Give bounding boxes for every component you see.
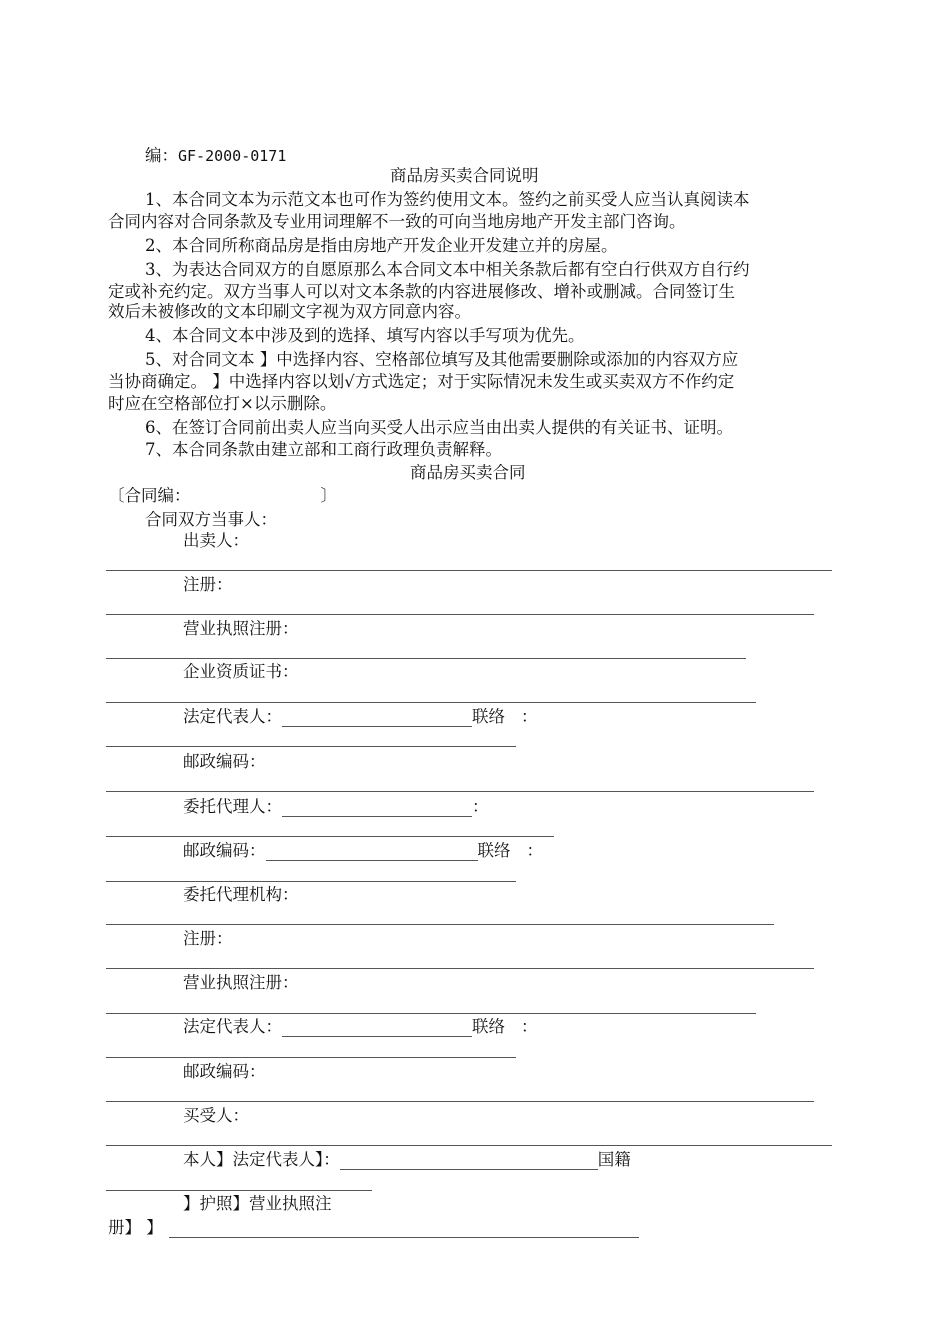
- contract-code: [145, 146, 286, 166]
- agent-org-label: 委托代理机构：: [183, 885, 299, 904]
- seller-agent-line[interactable]: [106, 836, 554, 837]
- buyer-rep-field[interactable]: [340, 1153, 598, 1170]
- agent-org-business-license-line[interactable]: [106, 1013, 756, 1014]
- explanation-item-3-line-2: 定或补充约定。双方当事人可以对文本条款的内容进展修改、增补或删减。合同签订生: [108, 282, 735, 301]
- seller-label: 出卖人：: [183, 531, 249, 550]
- explanation-item-1-line-2: 合同内容对合同条款及专业用词理解不一致的可向当地房地产开发主部门咨询。: [108, 212, 686, 231]
- buyer-book-field[interactable]: [169, 1221, 639, 1238]
- seller-business-license-line[interactable]: [106, 658, 746, 659]
- agent-org-contact-line[interactable]: [106, 1057, 516, 1058]
- contract-number-label: 〔合同编：: [108, 486, 191, 505]
- seller-legal-rep-label: 法定代表人：: [183, 707, 282, 726]
- seller-business-license-label: 营业执照注册：: [183, 619, 299, 638]
- buyer-book-row: [108, 1218, 639, 1238]
- explanation-item-5-line-2: 当协商确定。 】中选择内容以划√方式选定；对于实际情况未发生或买卖双方不作约定: [108, 372, 735, 391]
- seller-legal-rep-field[interactable]: [282, 710, 472, 727]
- seller-contact-colon: ：: [521, 707, 538, 726]
- explanation-item-6: 6、在签订合同前出卖人应当向买受人出示应当由出卖人提供的有关证书、证明。: [145, 418, 733, 437]
- seller-agent-label: 委托代理人：: [183, 797, 282, 816]
- buyer-label: 买受人：: [183, 1106, 249, 1125]
- seller-line[interactable]: [106, 570, 832, 571]
- seller-contact-line[interactable]: [106, 746, 516, 747]
- seller-postal-code-line[interactable]: [106, 791, 814, 792]
- seller-agent-contact-colon: ：: [526, 841, 543, 860]
- explanation-item-1-line-1: 1、本合同文本为示范文本也可作为签约使用文本。签约之前买受人应当认真阅读本: [145, 190, 750, 209]
- explanation-item-5-line-3: 时应在空格部位打×以示删除。: [108, 394, 337, 413]
- seller-contact-label: 联络: [472, 707, 505, 726]
- buyer-nationality-line[interactable]: [106, 1190, 372, 1191]
- seller-postal-code-label: 邮政编码：: [183, 752, 266, 771]
- contract-code-value: GF-2000-0171: [178, 147, 287, 165]
- buyer-line[interactable]: [106, 1145, 832, 1146]
- agent-org-postal-code-line[interactable]: [106, 1101, 814, 1102]
- agent-org-business-license-label: 营业执照注册：: [183, 973, 299, 992]
- agent-org-postal-code-label: 邮政编码：: [183, 1062, 266, 1081]
- buyer-passport-label: 】护照】营业执照注: [183, 1194, 332, 1213]
- buyer-rep-label: 本人】法定代表人】：: [183, 1150, 340, 1169]
- parties-label: 合同双方当事人：: [145, 510, 277, 529]
- contract-number-close: 〕: [320, 486, 337, 505]
- seller-qualification-label: 企业资质证书：: [183, 662, 299, 681]
- contract-code-label: 编：: [145, 146, 178, 165]
- contract-number: [108, 486, 337, 506]
- explanation-title: 商品房买卖合同说明: [390, 166, 539, 185]
- buyer-book-label: 册】 】: [108, 1218, 163, 1237]
- seller-register-label: 注册：: [183, 575, 233, 594]
- buyer-nationality-label: 国籍: [597, 1150, 631, 1169]
- agent-org-register-label: 注册：: [183, 929, 233, 948]
- seller-qualification-line[interactable]: [106, 702, 756, 703]
- explanation-item-4: 4、本合同文本中涉及到的选择、填写内容以手写项为优先。: [145, 326, 585, 345]
- contract-title: 商品房买卖合同: [410, 463, 526, 482]
- explanation-item-5-line-1: 5、对合同文本 】中选择内容、空格部位填写及其他需要删除或添加的内容双方应: [145, 350, 739, 369]
- seller-agent-field[interactable]: [282, 800, 472, 817]
- seller-agent-contact-line[interactable]: [106, 881, 516, 882]
- buyer-rep-row: [183, 1150, 631, 1170]
- agent-org-legal-rep-label: 法定代表人：: [183, 1017, 282, 1036]
- seller-agent-postal-field[interactable]: [266, 844, 478, 861]
- explanation-item-2: 2、本合同所称商品房是指由房地产开发企业开发建立并的房屋。: [145, 236, 618, 255]
- seller-agent-postal-row: [183, 841, 543, 861]
- seller-agent-colon: ：: [472, 797, 489, 816]
- agent-org-legal-rep-row: [183, 1017, 538, 1037]
- seller-agent-postal-label: 邮政编码：: [183, 841, 266, 860]
- agent-org-register-line[interactable]: [106, 968, 814, 969]
- explanation-item-7: 7、本合同条款由建立部和工商行政理负责解释。: [145, 440, 502, 459]
- seller-agent-contact-label: 联络: [477, 841, 511, 860]
- seller-register-line[interactable]: [106, 614, 814, 615]
- agent-org-line[interactable]: [106, 924, 774, 925]
- seller-agent-row: [183, 797, 489, 817]
- explanation-item-3-line-1: 3、为表达合同双方的自愿原那么本合同文本中相关条款后都有空白行供双方自行约: [145, 260, 750, 279]
- agent-org-legal-rep-field[interactable]: [282, 1020, 472, 1037]
- agent-org-contact-colon: ：: [521, 1017, 538, 1036]
- agent-org-contact-label: 联络: [472, 1017, 505, 1036]
- explanation-item-3-line-3: 效后未被修改的文本印刷文字视为双方同意内容。: [108, 302, 471, 321]
- seller-legal-rep-row: [183, 707, 538, 727]
